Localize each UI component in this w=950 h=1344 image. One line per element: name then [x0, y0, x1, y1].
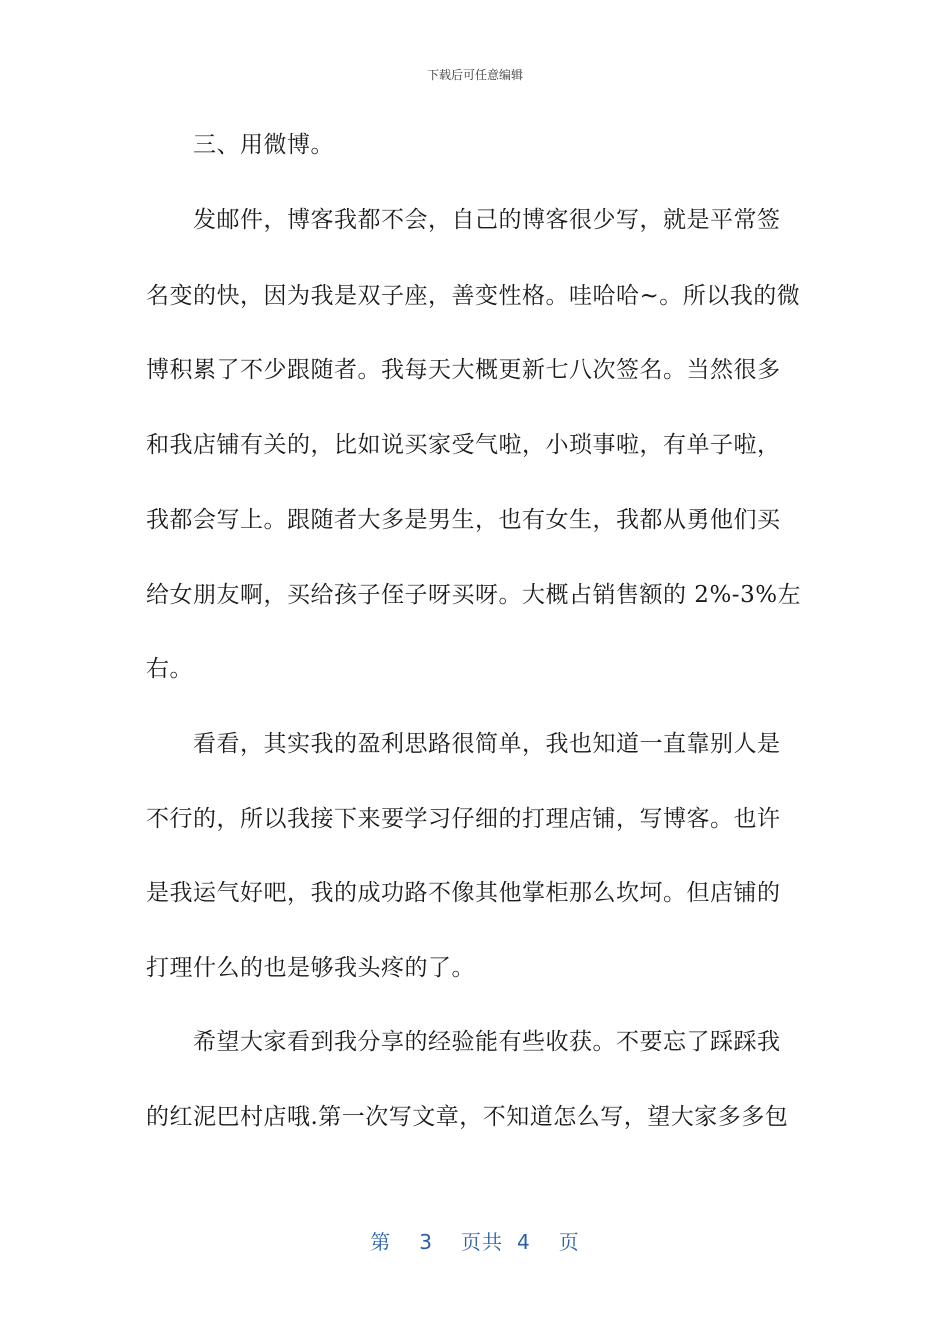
footer-total-pages: 4	[517, 1230, 531, 1254]
paragraph-line: 发邮件，博客我都不会，自己的博客很少写，就是平常签	[193, 207, 781, 233]
paragraph-line: 我都会写上。跟随者大多是男生，也有女生，我都从勇他们买	[146, 507, 781, 533]
page-header: 下载后可任意编辑	[426, 68, 523, 82]
paragraph-line: 是我运气好吧，我的成功路不像其他掌柜那么坎坷。但店铺的	[146, 880, 781, 906]
paragraph-line: 希望大家看到我分享的经验能有些收获。不要忘了踩踩我	[193, 1029, 781, 1055]
paragraph-line: 名变的快，因为我是双子座，善变性格。哇哈哈~。所以我的微	[146, 283, 801, 309]
paragraph-line: 和我店铺有关的，比如说买家受气啦，小琐事啦，有单子啦，	[146, 432, 781, 458]
section-heading: 三、用微博。	[193, 132, 334, 158]
paragraph-line: 右。	[146, 656, 193, 682]
paragraph-line: 打理什么的也是够我头疼的了。	[146, 955, 475, 981]
footer-current-page: 3	[419, 1230, 433, 1254]
paragraph-line: 不行的，所以我接下来要学习仔细的打理店铺，写博客。也许	[146, 806, 781, 832]
footer-total-label: 页共	[461, 1230, 503, 1254]
paragraph-line: 博积累了不少跟随者。我每天大概更新七八次签名。当然很多	[146, 357, 781, 383]
footer-end-label: 页	[558, 1230, 580, 1254]
paragraph-line: 的红泥巴村店哦.第一次写文章，不知道怎么写，望大家多多包	[146, 1104, 789, 1130]
page-footer	[0, 1226, 950, 1255]
footer-page-label: 第	[370, 1230, 392, 1254]
paragraph-line: 给女朋友啊，买给孩子侄子呀买呀。大概占销售额的 2%-3%左	[146, 582, 802, 608]
paragraph-line: 看看，其实我的盈利思路很简单，我也知道一直靠别人是	[193, 731, 781, 757]
